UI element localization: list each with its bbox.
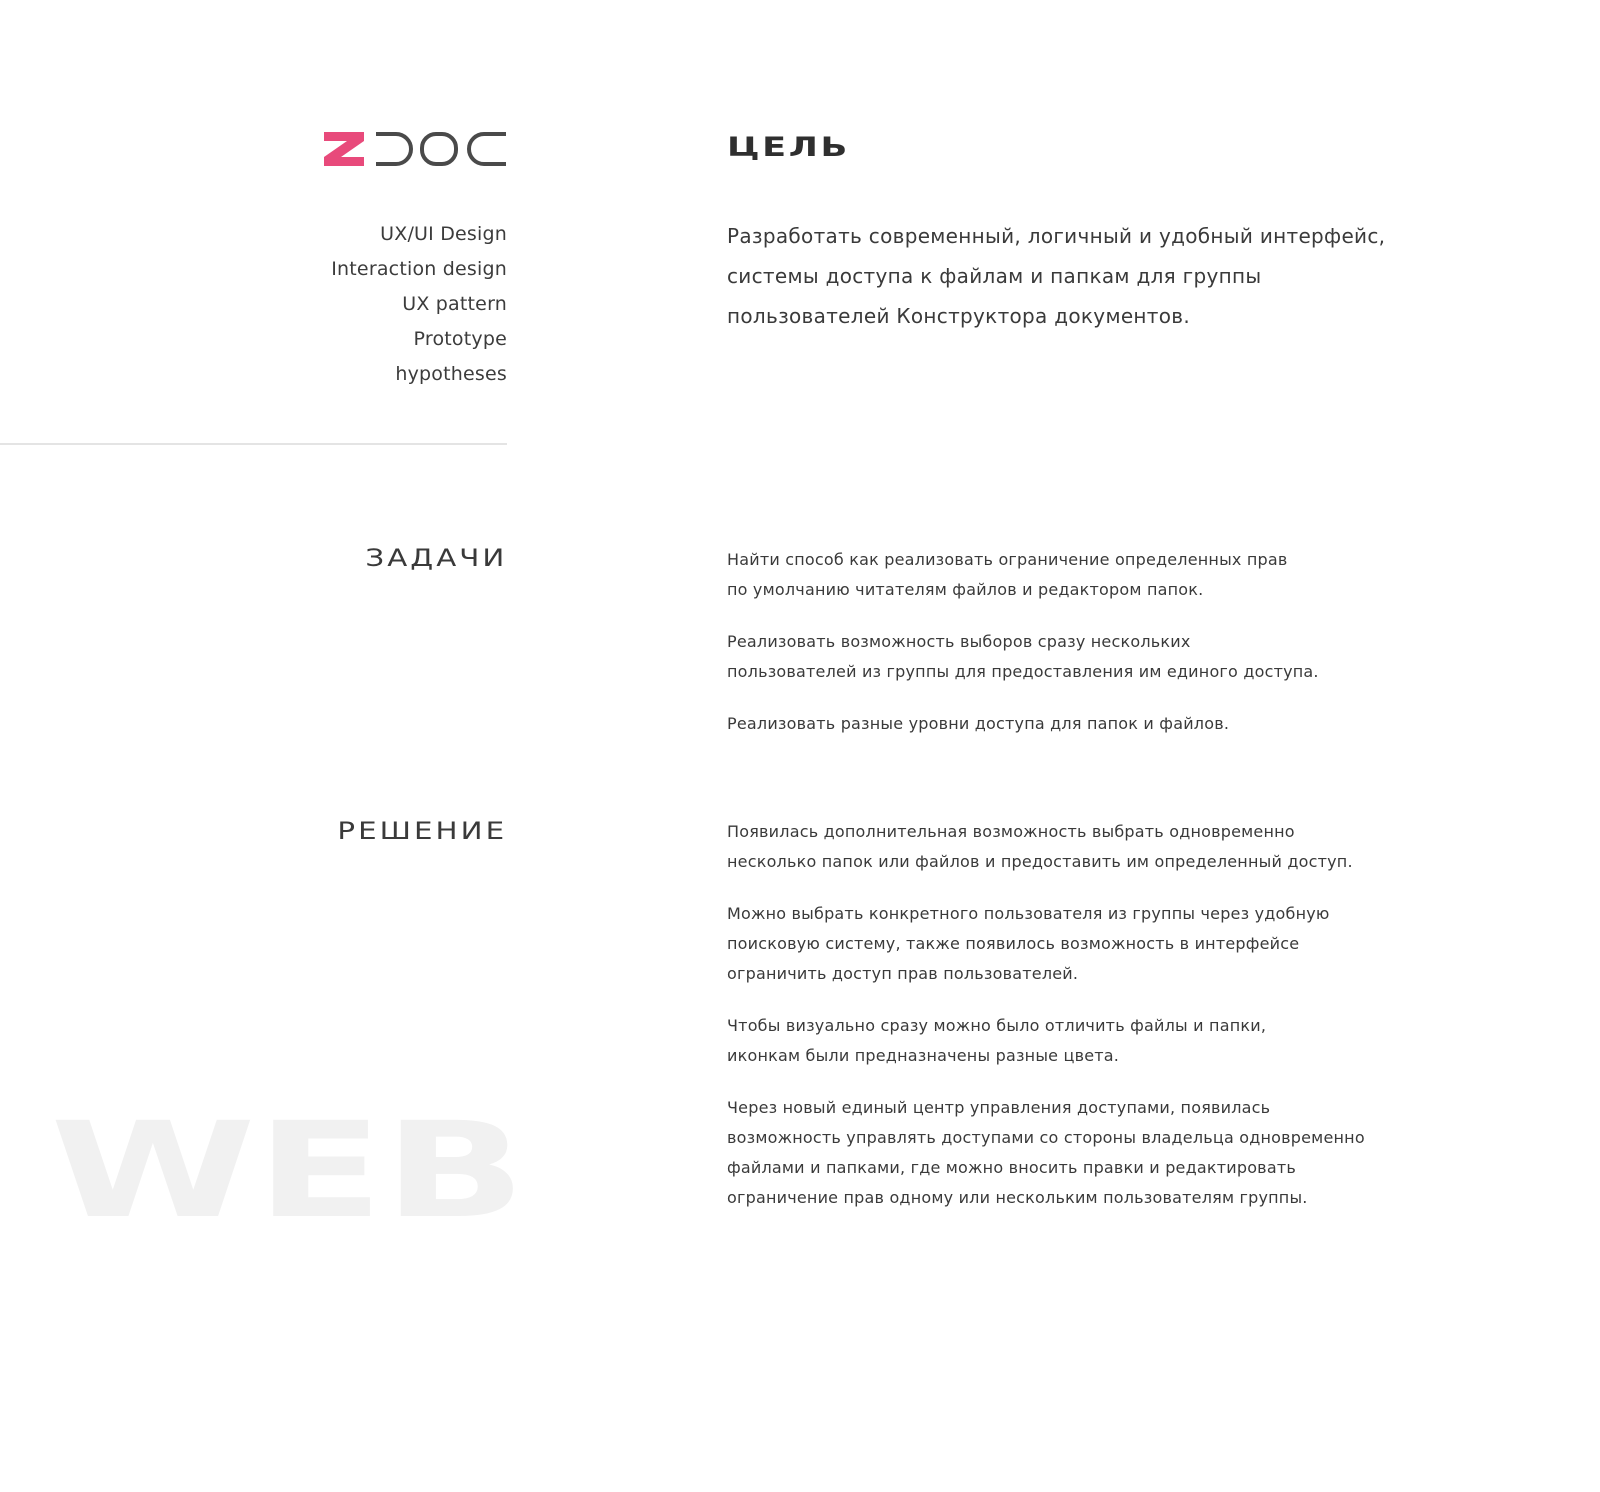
skill-item: hypotheses bbox=[395, 363, 507, 385]
goal-line: системы доступа к файлам и папкам для группы bbox=[727, 264, 1262, 288]
solution-line: Появилась дополнительная возможность выбрать одновременно bbox=[727, 822, 1295, 841]
solution-paragraph bbox=[727, 817, 1467, 877]
skill-item: UX/UI Design bbox=[380, 223, 507, 245]
task-line: пользователей из группы для предоставления им единого доступа. bbox=[727, 662, 1319, 681]
tasks-heading: ЗАДАЧИ bbox=[365, 544, 507, 572]
solution-line: Чтобы визуально сразу можно было отличить файлы и папки, bbox=[727, 1016, 1267, 1035]
goal-title: ЦЕЛЬ bbox=[727, 132, 850, 163]
logo-letter-d bbox=[376, 134, 411, 164]
solution-line: иконкам были предназначены разные цвета. bbox=[727, 1046, 1120, 1065]
task-paragraph bbox=[727, 545, 1467, 605]
solution-line: файлами и папками, где можно вносить правки и редактировать bbox=[727, 1158, 1296, 1177]
solution-line: ограничение прав одному или нескольким пользователям группы. bbox=[727, 1188, 1308, 1207]
solution-line: ограничить доступ прав пользователей. bbox=[727, 964, 1079, 983]
task-line: Реализовать разные уровни доступа для папок и файлов. bbox=[727, 714, 1230, 733]
task-paragraph bbox=[727, 627, 1467, 687]
watermark-text: WEB bbox=[50, 1094, 526, 1220]
solution-list bbox=[727, 817, 1467, 1235]
solution-line: возможность управлять доступами со стороны владельца одновременно bbox=[727, 1128, 1365, 1147]
zdoc-logo bbox=[324, 132, 506, 166]
solution-heading: РЕШЕНИЕ bbox=[337, 817, 507, 845]
solution-paragraph bbox=[727, 1093, 1467, 1213]
section-divider bbox=[0, 443, 507, 445]
task-line: Реализовать возможность выборов сразу нескольких bbox=[727, 632, 1191, 651]
web-watermark bbox=[50, 1090, 526, 1220]
solution-line: поисковую систему, также появилось возможность в интерфейсе bbox=[727, 934, 1300, 953]
tasks-list bbox=[727, 545, 1467, 761]
logo-letter-o bbox=[422, 134, 456, 164]
skill-item: UX pattern bbox=[402, 293, 507, 315]
skill-item: Prototype bbox=[413, 328, 507, 350]
solution-line: несколько папок или файлов и предоставить им определенный доступ. bbox=[727, 852, 1353, 871]
goal-line: пользователей Конструктора документов. bbox=[727, 304, 1191, 328]
task-line: Найти способ как реализовать ограничение определенных прав bbox=[727, 550, 1288, 569]
goal-description bbox=[727, 216, 1447, 336]
solution-paragraph bbox=[727, 1011, 1467, 1071]
solution-line: Через новый единый центр управления доступами, появилась bbox=[727, 1098, 1271, 1117]
skills-list bbox=[331, 217, 507, 392]
solution-line: Можно выбрать конкретного пользователя из группы через удобную bbox=[727, 904, 1330, 923]
solution-paragraph bbox=[727, 899, 1467, 989]
logo-letter-c bbox=[469, 134, 506, 164]
skill-item: Interaction design bbox=[331, 258, 507, 280]
logo-z-mark bbox=[324, 132, 364, 166]
task-paragraph bbox=[727, 709, 1467, 739]
goal-line: Разработать современный, логичный и удобный интерфейс, bbox=[727, 224, 1386, 248]
task-line: по умолчанию читателям файлов и редактором папок. bbox=[727, 580, 1204, 599]
